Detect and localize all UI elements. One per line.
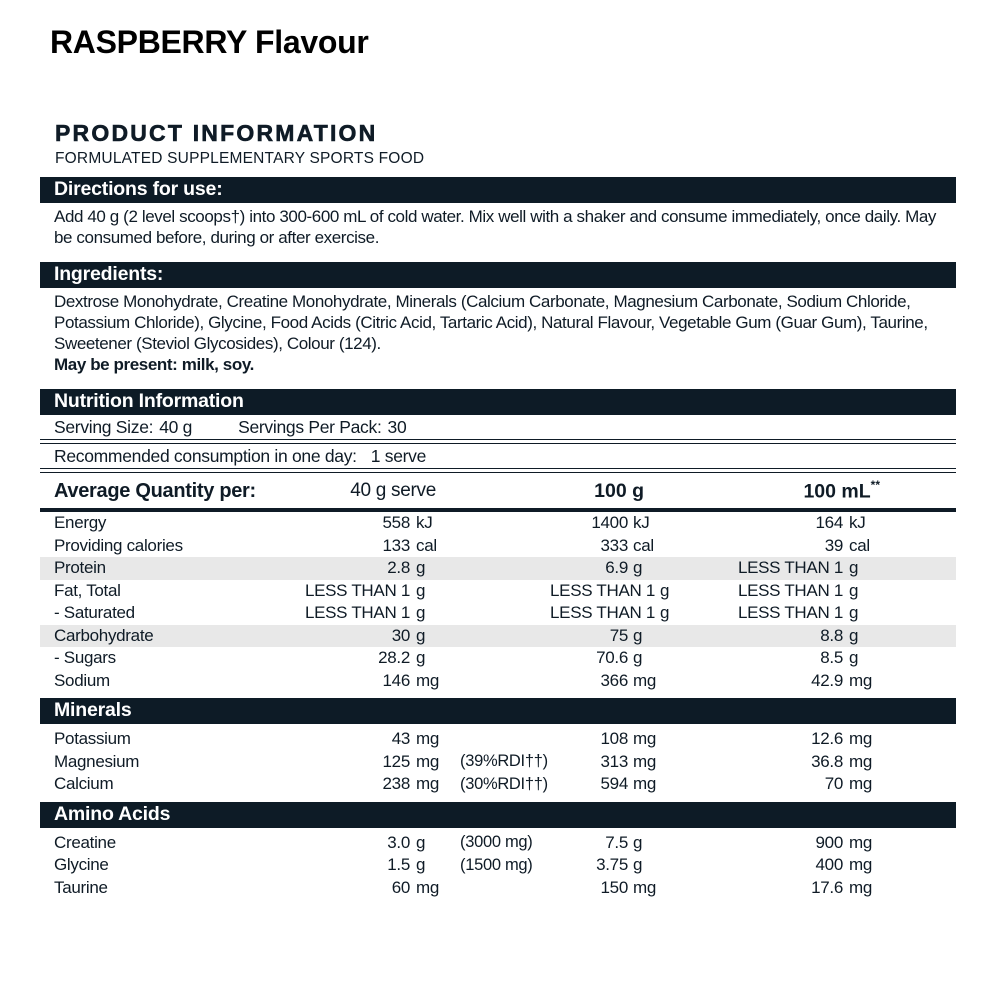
- value-unit: mg: [416, 774, 440, 794]
- value-number: 150: [600, 877, 628, 897]
- value-unit: mg: [849, 670, 873, 690]
- value-number: 333: [600, 535, 628, 555]
- table-row: [40, 580, 956, 603]
- value-number: 7.5: [605, 832, 628, 852]
- value-unit: g: [416, 603, 426, 623]
- value-unit: mg: [849, 855, 873, 875]
- value-100g: [550, 729, 660, 749]
- value-number: 900: [815, 832, 843, 852]
- column-header-100ml: [660, 479, 880, 504]
- value-number: 60: [391, 877, 410, 897]
- value-100g: [550, 558, 660, 578]
- value-unit: mg: [849, 751, 873, 771]
- ingredients-text: Dextrose Monohydrate, Creatine Monohydrate, Minerals (Calcium Carbonate, Magnesium Carbonate, Sodium Chloride, Potassium Chloride), Glycine, Food Acids (Citric Acid, Tartaric Acid), Natural Flavour, Vegetable Gum (Guar Gum), Taurine, Sweetener (Steviol Glycosides), Colour (124).: [54, 292, 928, 353]
- mg-equivalent-note: (3000 mg): [460, 833, 533, 852]
- value-100g: [550, 648, 660, 668]
- row-label: Carbohydrate: [54, 625, 154, 645]
- value-unit: mg: [633, 729, 657, 749]
- value-number: 164: [815, 513, 843, 533]
- value-number: 12.6: [811, 729, 843, 749]
- value-unit: g: [660, 580, 670, 600]
- value-number: 43: [391, 729, 410, 749]
- value-100ml: [660, 671, 880, 691]
- value-unit: cal: [849, 535, 870, 555]
- value-number: LESS THAN 1: [737, 558, 843, 578]
- value-number: LESS THAN 1: [304, 603, 410, 623]
- value-number: 70: [824, 774, 843, 794]
- value-number: LESS THAN 1: [304, 580, 410, 600]
- value-unit: g: [660, 603, 670, 623]
- value-number: 400: [815, 855, 843, 875]
- row-label: Fat, Total: [54, 580, 121, 600]
- value-unit: mg: [849, 877, 873, 897]
- value-unit: g: [849, 648, 859, 668]
- value-100ml: [660, 878, 880, 898]
- value-100ml: [660, 626, 880, 646]
- value-number: 28.2: [378, 648, 410, 668]
- nutrition-header-bar: Nutrition Information: [40, 389, 956, 415]
- value-serve: [290, 513, 450, 533]
- value-number: 3.75: [596, 855, 628, 875]
- value-unit: kJ: [849, 513, 866, 533]
- value-number: 70.6: [596, 648, 628, 668]
- value-unit: g: [416, 558, 426, 578]
- label-body: [40, 120, 956, 899]
- value-unit: g: [633, 625, 643, 645]
- value-number: 2.8: [387, 558, 410, 578]
- value-unit: mg: [849, 729, 873, 749]
- value-number: LESS THAN 1: [737, 603, 843, 623]
- value-100g: [550, 513, 660, 533]
- table-row: [40, 625, 956, 648]
- value-number: LESS THAN 1: [737, 580, 843, 600]
- value-number: 6.9: [605, 558, 628, 578]
- value-unit: g: [416, 855, 426, 875]
- value-100g: [550, 774, 660, 794]
- serving-size-value: 40 g: [159, 416, 193, 437]
- value-unit: mg: [633, 670, 657, 690]
- value-number: 1.5: [387, 855, 410, 875]
- value-serve: [290, 671, 450, 691]
- value-serve: [290, 603, 450, 623]
- value-serve: [290, 581, 450, 601]
- table-row: [40, 602, 956, 625]
- value-unit: kJ: [633, 513, 650, 533]
- value-number: LESS THAN 1: [550, 603, 656, 623]
- value-unit: cal: [633, 535, 654, 555]
- value-number: 1400: [591, 513, 628, 533]
- table-row: [40, 854, 956, 877]
- value-100g: [550, 536, 660, 556]
- row-label: Energy: [54, 513, 107, 533]
- value-number: 42.9: [811, 670, 843, 690]
- row-label: Magnesium: [54, 751, 140, 771]
- allergen-statement: May be present: milk, soy.: [54, 355, 254, 374]
- directions-text: Add 40 g (2 level scoops†) into 300-600 mL of cold water. Mix well with a shaker and consume immediately, once daily. May be consumed before, during or after exercise.: [54, 207, 937, 247]
- value-unit: g: [633, 832, 643, 852]
- value-serve: [290, 558, 450, 578]
- value-unit: g: [849, 580, 859, 600]
- value-unit: g: [849, 558, 859, 578]
- column-header-100g: 100 g: [594, 479, 644, 502]
- value-serve: [290, 855, 450, 875]
- value-number: 133: [382, 535, 410, 555]
- row-label: Potassium: [54, 729, 131, 749]
- value-unit: mg: [633, 877, 657, 897]
- value-unit: mg: [416, 877, 440, 897]
- value-100ml: [660, 558, 880, 578]
- rdi-note: (39%RDI††): [460, 752, 548, 771]
- row-label: Glycine: [54, 855, 109, 875]
- directions-header-bar: Directions for use:: [40, 177, 956, 203]
- value-unit: mg: [416, 670, 440, 690]
- row-label: - Saturated: [54, 603, 135, 623]
- value-serve: [290, 729, 450, 749]
- value-serve: [290, 833, 450, 853]
- value-unit: g: [633, 648, 643, 668]
- value-number: 238: [382, 774, 410, 794]
- servings-per-pack-value: 30: [387, 416, 407, 437]
- value-serve: [290, 626, 450, 646]
- product-information-heading: PRODUCT INFORMATION: [55, 120, 378, 146]
- value-100g: [550, 580, 670, 601]
- row-label: - Sugars: [54, 648, 116, 668]
- value-serve: [290, 774, 450, 794]
- value-unit: g: [633, 855, 643, 875]
- product-information-subheading: FORMULATED SUPPLEMENTARY SPORTS FOOD: [55, 150, 425, 167]
- table-row: [40, 670, 956, 693]
- value-number: 313: [600, 751, 628, 771]
- value-number: 75: [609, 625, 628, 645]
- value-unit: g: [849, 603, 859, 623]
- value-serve: [290, 536, 450, 556]
- value-number: 3.0: [387, 832, 410, 852]
- page-title: RASPBERRY Flavour: [50, 24, 369, 60]
- value-number: 17.6: [811, 877, 843, 897]
- row-label: Providing calories: [54, 535, 183, 555]
- value-number: 39: [824, 535, 843, 555]
- value-unit: mg: [633, 751, 657, 771]
- row-label: Protein: [54, 558, 106, 578]
- value-100ml: [660, 752, 880, 772]
- value-number: 36.8: [811, 751, 843, 771]
- ingredients-header-bar: Ingredients:: [40, 262, 956, 288]
- value-serve: [290, 752, 450, 772]
- value-unit: g: [416, 648, 426, 668]
- value-unit: g: [416, 580, 426, 600]
- minerals-header-bar: Minerals: [40, 698, 956, 724]
- table-row: [40, 773, 956, 796]
- value-100g: [550, 752, 660, 772]
- value-unit: kJ: [416, 513, 433, 533]
- table-header-row: [40, 475, 956, 507]
- table-row: [40, 512, 956, 535]
- value-100g: [550, 626, 660, 646]
- value-number: 146: [382, 670, 410, 690]
- value-unit: mg: [416, 729, 440, 749]
- value-100ml: [660, 774, 880, 794]
- value-unit: mg: [849, 774, 873, 794]
- ingredients-block: [40, 288, 956, 380]
- value-100g: [550, 671, 660, 691]
- value-number: 8.8: [820, 625, 843, 645]
- servings-per-pack-label: Servings Per Pack:: [238, 416, 382, 437]
- value-100g: [550, 855, 660, 875]
- value-number: 108: [600, 729, 628, 749]
- value-number: 366: [600, 670, 628, 690]
- footnote-asterisks: **: [870, 477, 880, 492]
- serving-info-row: [40, 415, 956, 439]
- amino-acids-header-bar: Amino Acids: [40, 802, 956, 828]
- value-100ml: [660, 536, 880, 556]
- recommended-consumption-label: Recommended consumption in one day:: [54, 445, 357, 466]
- row-label: Creatine: [54, 832, 116, 852]
- column-header-average-quantity: Average Quantity per:: [54, 479, 256, 502]
- value-100ml: [660, 648, 880, 668]
- value-unit: mg: [849, 832, 873, 852]
- value-number: 8.5: [820, 648, 843, 668]
- value-number: 30: [391, 625, 410, 645]
- value-number: 558: [382, 513, 410, 533]
- value-100ml: [660, 603, 880, 623]
- rdi-note: (30%RDI††): [460, 774, 548, 793]
- serving-size-label: Serving Size:: [54, 416, 154, 437]
- table-row: [40, 877, 956, 900]
- column-header-100ml-text: 100 mL: [803, 480, 871, 503]
- value-unit: g: [633, 558, 643, 578]
- value-100ml: [660, 729, 880, 749]
- value-unit: mg: [633, 774, 657, 794]
- value-number: 125: [382, 751, 410, 771]
- row-label: Taurine: [54, 877, 108, 897]
- table-row: [40, 728, 956, 751]
- value-serve: [290, 648, 450, 668]
- value-unit: g: [416, 832, 426, 852]
- value-serve: [290, 878, 450, 898]
- column-header-serve: 40 g serve: [350, 480, 436, 501]
- row-label: Sodium: [54, 670, 110, 690]
- value-100g: [550, 878, 660, 898]
- row-label: Calcium: [54, 774, 114, 794]
- recommended-consumption-value: 1 serve: [370, 445, 427, 466]
- divider-double-rule: [40, 468, 956, 473]
- table-row: [40, 557, 956, 580]
- value-100ml: [660, 581, 880, 601]
- value-100ml: [660, 855, 880, 875]
- value-number: 594: [600, 774, 628, 794]
- value-100g: [550, 603, 670, 623]
- value-100g: [550, 833, 660, 853]
- mg-equivalent-note: (1500 mg): [460, 855, 533, 874]
- table-row: [40, 751, 956, 774]
- value-unit: mg: [416, 751, 440, 771]
- recommended-consumption-row: [40, 444, 956, 468]
- value-number: LESS THAN 1: [550, 580, 656, 600]
- value-unit: g: [416, 625, 426, 645]
- value-unit: g: [849, 625, 859, 645]
- value-100ml: [660, 513, 880, 533]
- table-row: [40, 647, 956, 670]
- table-row: [40, 832, 956, 855]
- value-unit: cal: [416, 535, 437, 555]
- table-row: [40, 535, 956, 558]
- value-100ml: [660, 833, 880, 853]
